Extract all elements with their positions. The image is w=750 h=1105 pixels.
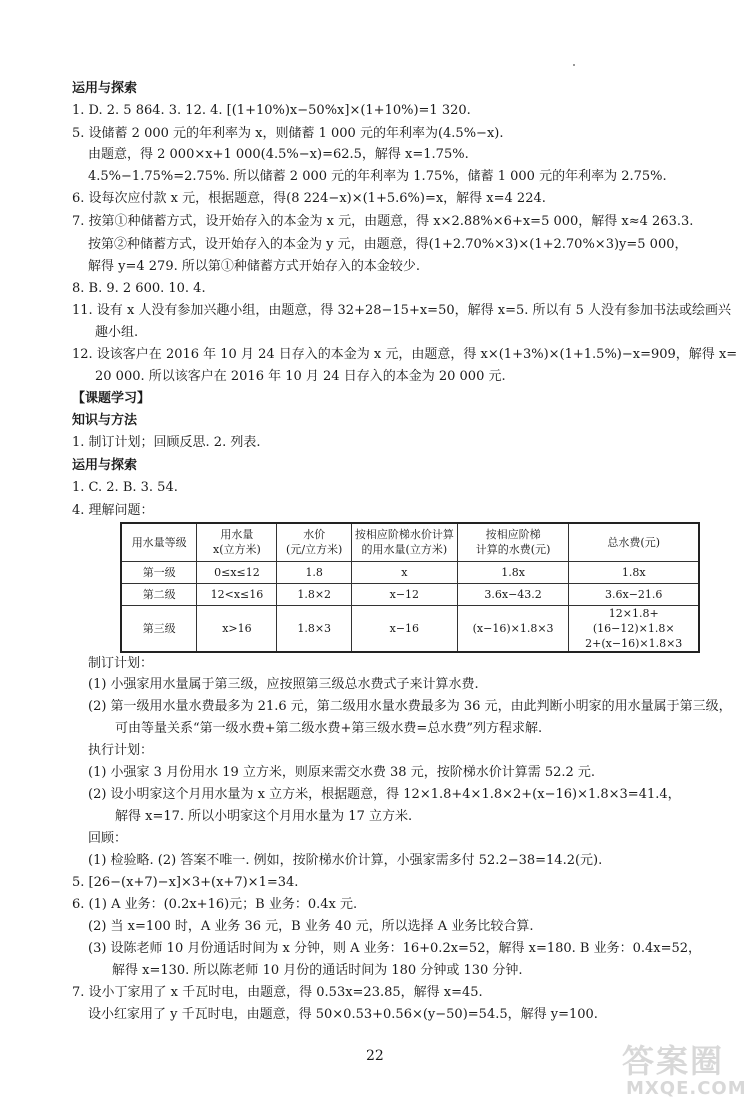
cell-text: 用水量 <box>220 528 254 542</box>
answer-4-intro: 4. 理解问题： <box>72 503 154 518</box>
table-header-cell <box>569 523 699 561</box>
answer-6-part-3-line-a: (3) 设陈老师 10 月份通话时间为 x 分钟，则 A 业务：16+0.2x=52，解得 x=180. B 业务：0.4x=52， <box>88 941 702 956</box>
cell-text: x(立方米) <box>213 543 261 557</box>
answer-6: 6. 设每次应付款 x 元，根据题意，得(8 224−x)×(1+5.6%)=x，解得 x=4 224. <box>72 191 546 206</box>
table-row <box>121 605 699 652</box>
cell-text: 水价 <box>303 528 326 542</box>
cell-text: 0≤x≤12 <box>214 565 260 579</box>
plan-item-1: (1) 小强家用水量属于第三级，应按照第三级总水费式子来计算水费. <box>88 677 479 692</box>
cell-text: 按相应阶梯 <box>485 528 541 542</box>
answer-12-line-a: 12. 设该客户在 2016 年 10 月 24 日存入的本金为 x 元，由题意，得 x×(1+3%)×(1+1.5%)−x=909，解得 x= <box>72 347 738 362</box>
apply-answers-1-3: 1. C. 2. B. 3. 54. <box>72 480 178 495</box>
cell-text: 1.8×2 <box>297 587 332 601</box>
cell-text: 第二级 <box>142 587 176 601</box>
table-cell <box>457 583 569 605</box>
table-cell <box>351 605 457 652</box>
answer-6-part-1: 6. (1) A 业务：(0.2x+16)元；B 业务：0.4x 元. <box>72 897 358 912</box>
cell-text: x−16 <box>389 621 420 635</box>
answer-6-part-3-line-b: 解得 x=130. 所以陈老师 10 月份的通话时间为 180 分钟或 130 分钟. <box>112 963 523 978</box>
cell-text: (元/立方米) <box>286 543 343 557</box>
table-header-cell <box>277 523 351 561</box>
table-cell <box>351 561 457 583</box>
answer-7-line-b: 按第②种储蓄方式，设开始存入的本金为 y 元，由题意，得(1+2.70%×3)×(1+2.70%×3)y=5 000， <box>88 237 688 252</box>
answer-5-equation: 5. [26−(x+7)−x]×3+(x+7)×1=34. <box>72 875 299 890</box>
execute-title: 执行计划： <box>88 743 154 758</box>
cell-text: 3.6x−43.2 <box>484 587 542 601</box>
execute-item-2-line-a: (2) 设小明家这个月用水量为 x 立方米，根据题意，得 12×1.8+4×1.8×2+(x−16)×1.8×3=41.4， <box>88 787 681 802</box>
plan-item-2-line-a: (2) 第一级用水量水费最多为 21.6 元，第二级用水量水费最多为 36 元，由此判断小明家的用水量属于第三级， <box>88 699 732 714</box>
watermark-text-url: MXQE.COM <box>626 1078 747 1099</box>
answer-line-1-4: 1. D. 2. 5 864. 3. 12. 4. [(1+10%)x−50%x]×(1+10%)=1 320. <box>72 103 471 118</box>
execute-item-1: (1) 小强家 3 月份用水 19 立方米，则原来需交水费 38 元，按阶梯水价计算需 52.2 元. <box>88 765 596 780</box>
table-cell <box>569 605 699 652</box>
table-header-cell <box>351 523 457 561</box>
subheading-apply: 运用与探索 <box>72 458 138 473</box>
table-cell <box>457 561 569 583</box>
knowledge-answers: 1. 制订计划；回顾反思. 2. 列表. <box>72 435 261 450</box>
answer-7-line-c: 解得 y=4 279. 所以第①种储蓄方式开始存入的本金较少. <box>88 259 420 274</box>
table-header-row <box>121 523 699 561</box>
table-cell <box>457 605 569 652</box>
cell-text: x <box>401 565 408 579</box>
table-header-cell <box>121 523 197 561</box>
cell-text: 按相应阶梯水价计算 <box>354 528 454 542</box>
cell-text: 用水量等级 <box>131 535 187 549</box>
table-cell <box>121 605 197 652</box>
cell-text: 第三级 <box>142 621 176 635</box>
answer-7-line-a: 7. 按第①种储蓄方式，设开始存入的本金为 x 元，由题意，得 x×2.88%×6+x=5 000，解得 x≈4 263.3. <box>72 214 694 229</box>
table-cell <box>569 583 699 605</box>
cell-text: 计算的水费(元) <box>475 543 551 557</box>
answer-7-xiaoding: 7. 设小丁家用了 x 千瓦时电，由题意，得 0.53x=23.85，解得 x=45. <box>72 985 483 1000</box>
answer-12-line-b: 20 000. 所以该客户在 2016 年 10 月 24 日存入的本金为 20 000 元. <box>95 369 506 384</box>
answer-11-line-b: 趣小组. <box>95 325 139 340</box>
cell-text: x>16 <box>222 621 252 635</box>
table-header-cell <box>457 523 569 561</box>
watermark-logo <box>618 1036 746 1102</box>
subheading-knowledge: 知识与方法 <box>72 413 138 428</box>
plan-title: 制订计划： <box>88 656 154 671</box>
cell-text: 总水费(元) <box>607 535 661 549</box>
table-cell <box>277 561 351 583</box>
table-cell <box>197 605 277 652</box>
cell-text: x−12 <box>389 587 420 601</box>
answer-5-line-a: 5. 设储蓄 2 000 元的年利率为 x，则储蓄 1 000 元的年利率为(4.5%−x). <box>72 126 504 141</box>
table-cell <box>569 561 699 583</box>
answer-5-line-b: 由题意，得 2 000×x+1 000(4.5%−x)=62.5，解得 x=1.75%. <box>88 147 469 162</box>
cell-text: 1.8 <box>305 565 323 579</box>
answer-6-part-2: (2) 当 x=100 时，A 业务 36 元，B 业务 40 元，所以选择 A 业务比较合算. <box>88 919 534 934</box>
watermark-text-main: 答案圈 <box>622 1042 725 1080</box>
cell-text: 12×1.8+(16−12)×1.8× <box>592 606 675 635</box>
table-cell <box>277 605 351 652</box>
table-cell <box>277 583 351 605</box>
section-heading-apply: 运用与探索 <box>72 81 138 96</box>
answer-11-line-a: 11. 设有 x 人没有参加兴趣小组，由题意，得 32+28−15+x=50，解得 x=5. 所以有 5 人没有参加书法或绘画兴 <box>72 303 732 318</box>
cell-text: 12<x≤16 <box>210 587 264 601</box>
water-price-table <box>120 522 700 653</box>
answer-7-xiaohong: 设小红家用了 y 千瓦时电，由题意，得 50×0.53+0.56×(y−50)=54.5，解得 y=100. <box>88 1007 598 1022</box>
table-row <box>121 583 699 605</box>
cell-text: (x−16)×1.8×3 <box>472 621 554 635</box>
answer-line-8-10: 8. B. 9. 2 600. 10. 4. <box>72 281 206 296</box>
cell-text: 1.8x <box>501 565 525 579</box>
table-row <box>121 561 699 583</box>
review-title: 回顾： <box>88 831 128 846</box>
table-header-cell <box>197 523 277 561</box>
cell-text: 的用水量(立方米) <box>361 543 448 557</box>
table-cell <box>351 583 457 605</box>
table-cell <box>121 561 197 583</box>
cell-text: 第一级 <box>142 565 176 579</box>
plan-item-2-line-b: 可由等量关系“第一级水费+第二级水费+第三级水费=总水费”列方程求解. <box>115 721 543 736</box>
cell-text: 3.6x−21.6 <box>605 587 663 601</box>
speck <box>573 64 575 66</box>
table-cell <box>197 583 277 605</box>
cell-text: 1.8×3 <box>297 621 332 635</box>
answer-5-line-c: 4.5%−1.75%=2.75%. 所以储蓄 2 000 元的年利率为 1.75%，储蓄 1 000 元的年利率为 2.75%. <box>88 169 667 184</box>
review-items: (1) 检验略. (2) 答案不唯一. 例如，按阶梯水价计算，小强家需多付 52.2−38=14.2(元). <box>88 853 603 868</box>
table-cell <box>121 583 197 605</box>
page-number: 22 <box>366 1048 384 1064</box>
cell-text: 1.8x <box>621 565 646 579</box>
table-cell <box>197 561 277 583</box>
cell-text: 2+(x−16)×1.8×3 <box>585 636 683 650</box>
execute-item-2-line-b: 解得 x=17. 所以小明家这个月用水量为 17 立方米. <box>115 809 413 824</box>
section-heading-project: 【课题学习】 <box>72 391 151 406</box>
